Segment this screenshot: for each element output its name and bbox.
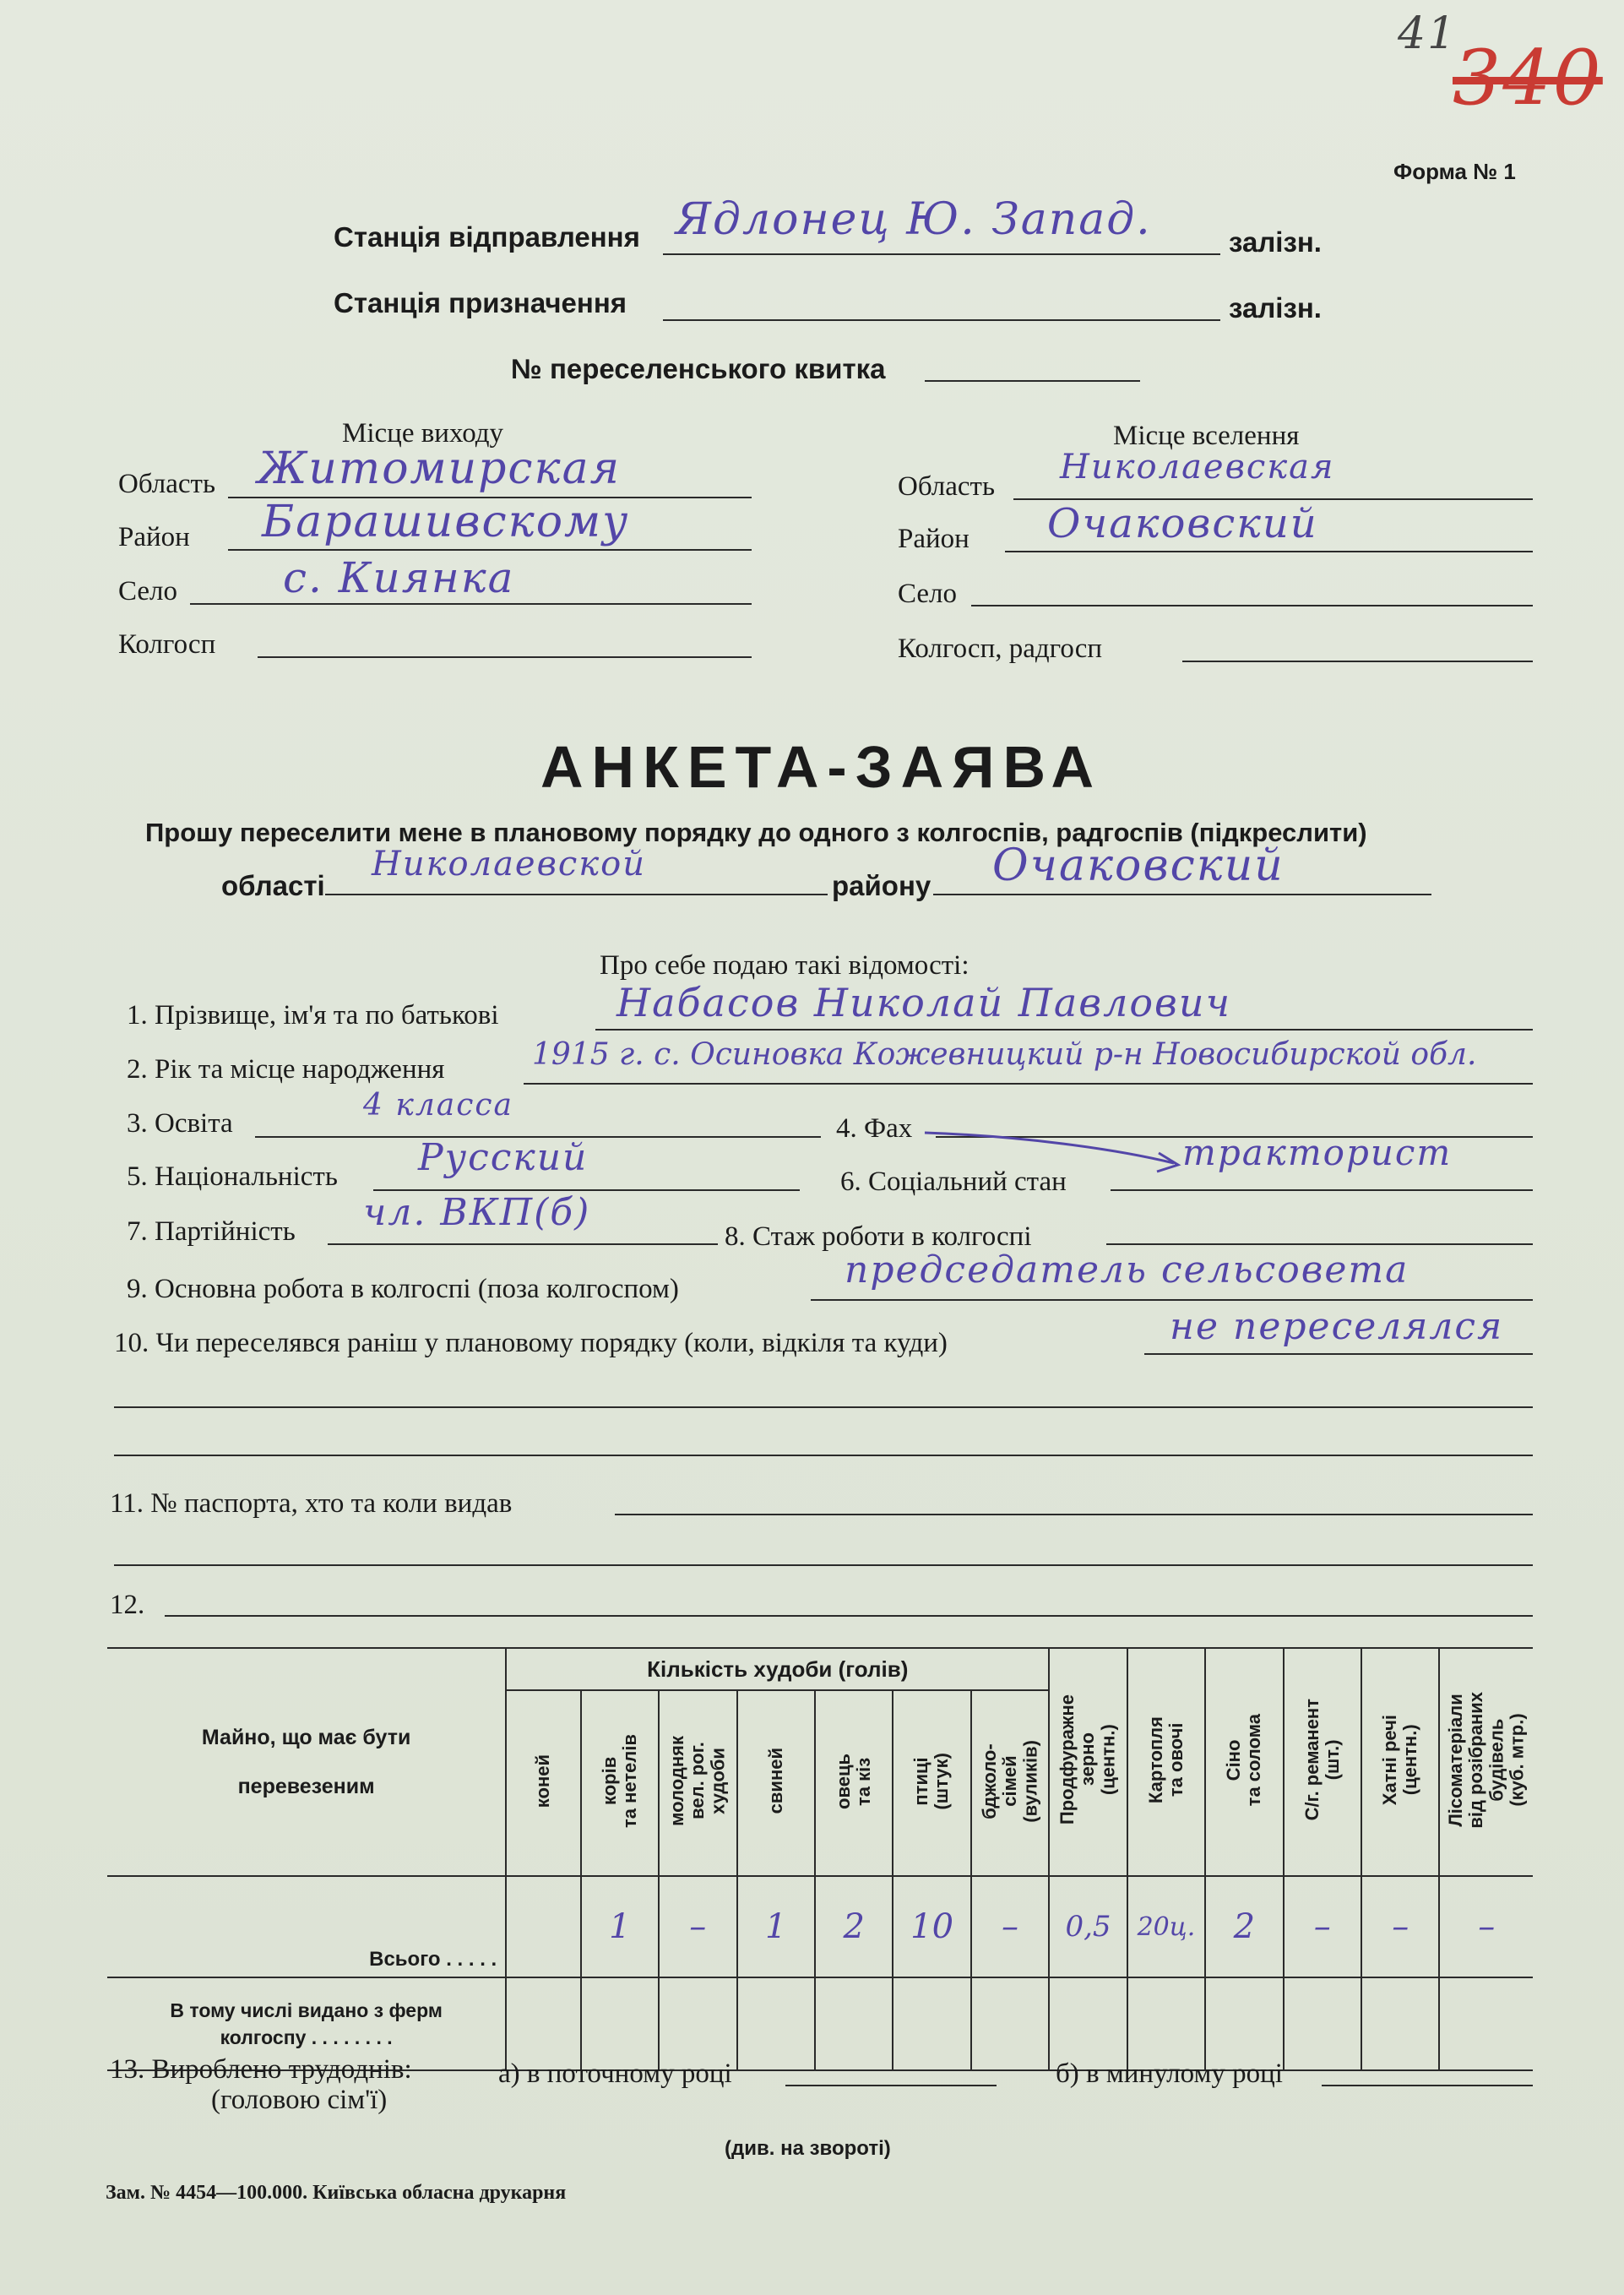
column-header-hay: Сіно та солома	[1223, 1713, 1265, 1807]
origin-selo-label: Село	[118, 576, 178, 606]
field-8-label: 8. Стаж роботи в колгоспі	[725, 1221, 1032, 1252]
column-header-pigs: свиней	[764, 1748, 786, 1814]
total-hay: 2	[1205, 1876, 1283, 1977]
farms-pigs	[737, 1977, 815, 2070]
destination-oblast-value: Николаевская	[1060, 448, 1335, 487]
property-header	[107, 1648, 506, 1876]
total-grain: 0,5	[1049, 1876, 1127, 1977]
field-9-value: председатель сельсовета	[845, 1248, 1409, 1292]
total-sheep: 2	[815, 1876, 893, 1977]
total-timber: –	[1439, 1876, 1533, 1977]
total-potatoes: 20ц.	[1127, 1876, 1205, 1977]
farms-potatoes	[1127, 1977, 1205, 2070]
request-raion-label: району	[832, 870, 931, 901]
destination-rail-suffix: залізн.	[1229, 292, 1322, 324]
request-raion-value: Очаковский	[992, 840, 1285, 891]
field-2-label: 2. Рік та місце народження	[127, 1054, 445, 1085]
origin-heading: Місце виходу	[342, 418, 504, 449]
column-header-cows: корів та нетелів	[598, 1734, 640, 1828]
field-3-label: 3. Освіта	[127, 1108, 233, 1139]
farms-hay	[1205, 1977, 1283, 2070]
departure-rail-suffix: залізн.	[1229, 226, 1322, 258]
farms-tools	[1284, 1977, 1361, 2070]
property-header-line1: Майно, що має бути	[201, 1726, 411, 1749]
farms-cows	[581, 1977, 659, 2070]
property-table	[107, 1647, 1533, 2071]
column-header-household: Хатні речі (центн.)	[1379, 1714, 1421, 1806]
workdays-previous-label: б) в минулому році	[1056, 2058, 1283, 2089]
total-pigs: 1	[737, 1876, 815, 1977]
request-oblast-value: Николаевской	[372, 845, 647, 884]
farms-household	[1361, 1977, 1439, 2070]
departure-station-value: Ядлонец Ю. Запад.	[676, 194, 1152, 245]
field-4-label: 4. Фах	[836, 1113, 913, 1144]
field-5-label: 5. Національність	[127, 1161, 338, 1192]
column-header-tools: С/г. реманент (шт.)	[1301, 1699, 1343, 1821]
origin-kolhosp-label: Колгосп	[118, 629, 216, 660]
livestock-header-cell	[506, 1648, 1049, 1690]
destination-kolhosp-label: Колгосп, радгосп	[898, 634, 1103, 664]
farms-timber	[1439, 1977, 1533, 2070]
archive-number-old: 340	[1453, 34, 1603, 122]
property-header-line2: перевезеним	[237, 1775, 375, 1798]
total-cows: 1	[581, 1876, 659, 1977]
farms-sheep	[815, 1977, 893, 2070]
footer-note: (див. на звороті)	[725, 2137, 891, 2160]
form-title: АНКЕТА-ЗАЯВА	[540, 734, 1103, 800]
field-2-value: 1915 г. с. Осиновка Кожевницкий р-н Новосибирской обл.	[532, 1037, 1477, 1072]
origin-oblast-label: Область	[118, 469, 216, 499]
field-12-label: 12.	[110, 1590, 145, 1620]
origin-raion-label: Район	[118, 522, 190, 552]
arrow-annotation-icon	[921, 1128, 1191, 1178]
farms-grain	[1049, 1977, 1127, 2070]
departure-station-label: Станція відправлення	[334, 221, 640, 253]
field-9-label: 9. Основна робота в колгоспі (поза колгоспом)	[127, 1274, 679, 1304]
ticket-number-label: № переселенського квитка	[511, 353, 886, 384]
total-horses	[506, 1876, 580, 1977]
destination-selo-label: Село	[898, 579, 958, 609]
total-young-cattle: –	[659, 1876, 736, 1977]
destination-oblast-label: Область	[898, 471, 996, 502]
origin-oblast-value: Житомирская	[258, 443, 622, 494]
column-header-grain: Продфуражне зерно (центн.)	[1056, 1694, 1119, 1825]
field-10-value: не переселялся	[1170, 1305, 1504, 1348]
livestock-header: Кількість худоби (голів)	[647, 1656, 909, 1682]
field-7-label: 7. Партійність	[127, 1216, 296, 1247]
destination-raion-value: Очаковский	[1047, 500, 1318, 547]
field-3-value: 4 класса	[363, 1088, 514, 1123]
farms-bees	[971, 1977, 1049, 2070]
total-row-label: Всього . . . . .	[369, 1948, 497, 1971]
field-4-value: тракторист	[1182, 1132, 1453, 1173]
request-oblast-label: області	[221, 870, 325, 901]
column-header-potatoes: Картопля та овочі	[1144, 1716, 1187, 1804]
workdays-label: 13. Вироблено трудоднів:	[110, 2054, 412, 2085]
workdays-sublabel: (головою сім'ї)	[211, 2085, 388, 2115]
field-11-label: 11. № паспорта, хто та коли видав	[110, 1488, 513, 1519]
destination-station-label: Станція призначення	[334, 287, 627, 318]
column-header-horses: коней	[532, 1754, 554, 1808]
workdays-current-label: а) в поточному році	[498, 2058, 732, 2089]
farms-row-label-line1: В тому числі видано з ферм	[170, 1999, 443, 2021]
table-row	[107, 1876, 1533, 1977]
total-bees: –	[971, 1876, 1049, 1977]
info-heading: Про себе подаю такі відомості:	[600, 950, 970, 981]
farms-young-cattle	[659, 1977, 736, 2070]
total-tools: –	[1284, 1876, 1361, 1977]
form-label: Форма № 1	[1393, 159, 1516, 184]
printer-imprint: Зам. № 4454—100.000. Київська обласна друкарня	[106, 2182, 567, 2204]
field-1-label: 1. Прізвище, ім'я та по батькові	[127, 1000, 499, 1031]
column-header-poultry: птиці (штук)	[910, 1752, 953, 1810]
destination-heading: Місце вселення	[1113, 421, 1300, 451]
farms-poultry	[893, 1977, 970, 2070]
field-7-value: чл. ВКП(б)	[363, 1191, 591, 1234]
farms-row-label-line2: колгоспу . . . . . . . .	[220, 2026, 393, 2048]
field-1-value: Набасов Николай Павлович	[616, 980, 1232, 1025]
column-header-sheep: овець та кіз	[832, 1753, 875, 1809]
origin-selo-value: с. Киянка	[283, 553, 515, 602]
column-header-timber: Лісоматеріали від розібраних будівель (куб. мтр.)	[1444, 1691, 1528, 1829]
destination-raion-label: Район	[898, 524, 970, 554]
field-5-value: Русский	[418, 1136, 589, 1179]
farms-horses	[506, 1977, 580, 2070]
column-header-young-cattle: молодняк вел. рог. худоби	[666, 1736, 729, 1826]
field-6-label: 6. Соціальний стан	[840, 1167, 1067, 1197]
total-poultry: 10	[893, 1876, 970, 1977]
archive-number: 41	[1398, 8, 1458, 59]
origin-raion-value: Барашивскому	[262, 497, 630, 547]
field-10-label: 10. Чи переселявся раніш у плановому порядку (коли, відкіля та куди)	[114, 1328, 948, 1358]
total-household: –	[1361, 1876, 1439, 1977]
column-header-bees: бджоло- сімей (вуликів)	[978, 1739, 1041, 1823]
request-text: Прошу переселити мене в плановому порядку до одного з колгоспів, радгоспів (підкреслити)	[145, 818, 1367, 847]
